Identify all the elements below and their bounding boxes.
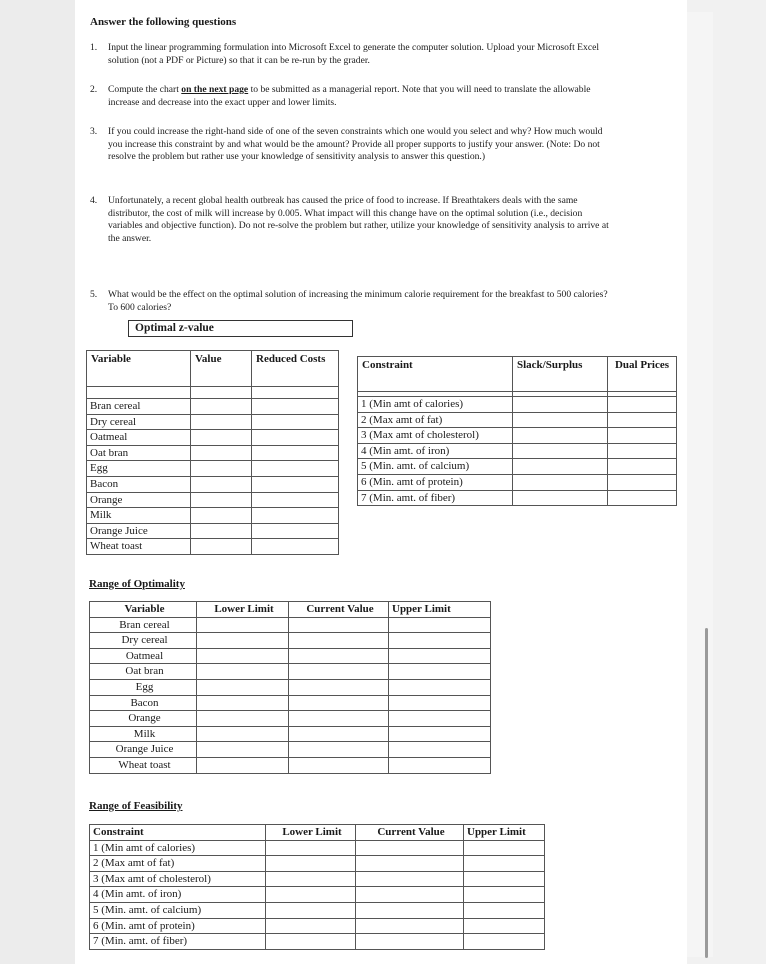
empty-cell	[464, 856, 545, 872]
empty-cell	[191, 399, 252, 415]
empty-cell	[464, 840, 545, 856]
empty-cell	[513, 490, 608, 506]
question-number: 3.	[90, 126, 98, 137]
table-row	[87, 523, 339, 539]
header-upper-limit: Upper Limit	[464, 825, 545, 841]
row-label: Oat bran	[87, 445, 191, 461]
viewer-right-margin	[687, 12, 713, 957]
row-label: Egg	[87, 461, 191, 477]
table-row	[358, 490, 677, 506]
empty-cell	[608, 428, 677, 444]
table-row	[87, 539, 339, 555]
viewer-left-margin	[0, 0, 75, 964]
empty-cell	[252, 523, 339, 539]
header-lower-limit: Lower Limit	[266, 825, 356, 841]
row-label: 7 (Min. amt. of fiber)	[90, 934, 266, 950]
empty-cell	[191, 430, 252, 446]
empty-cell	[266, 934, 356, 950]
empty-cell	[389, 695, 491, 711]
table-row	[87, 476, 339, 492]
question-text: Input the linear programming formulation into Microsoft Excel to generate the computer solution. Upload your Microsoft Excel solution (not a PDF or Picture) so that it can be re-run by the grader.	[108, 42, 600, 66]
empty-cell	[608, 443, 677, 459]
row-label: 3 (Max amt of cholesterol)	[358, 428, 513, 444]
table-row	[87, 430, 339, 446]
table-row	[90, 633, 491, 649]
row-label: Wheat toast	[87, 539, 191, 555]
header-value: Value	[191, 351, 252, 387]
row-label: Orange	[90, 711, 197, 727]
row-label: Milk	[90, 726, 197, 742]
empty-cell	[356, 856, 464, 872]
row-label: 3 (Max amt of cholesterol)	[90, 871, 266, 887]
table-row	[90, 887, 545, 903]
empty-cell	[608, 397, 677, 413]
row-label: 5 (Min. amt. of calcium)	[90, 902, 266, 918]
empty-cell	[289, 757, 389, 773]
empty-cell	[289, 695, 389, 711]
question-number: 5.	[90, 289, 98, 300]
row-label: Oatmeal	[87, 430, 191, 446]
table-row	[87, 445, 339, 461]
empty-cell	[191, 508, 252, 524]
row-label: 5 (Min. amt. of calcium)	[358, 459, 513, 475]
empty-cell	[513, 412, 608, 428]
empty-cell	[389, 757, 491, 773]
header-lower-limit: Lower Limit	[197, 602, 289, 618]
empty-cell	[608, 474, 677, 490]
empty-cell	[389, 742, 491, 758]
empty-cell	[289, 648, 389, 664]
table-row	[90, 742, 491, 758]
header-variable: Variable	[87, 351, 191, 387]
empty-cell	[266, 887, 356, 903]
row-label: 2 (Max amt of fat)	[358, 412, 513, 428]
empty-cell	[389, 648, 491, 664]
empty-cell	[197, 711, 289, 727]
empty-cell	[608, 490, 677, 506]
question-5	[90, 289, 615, 314]
empty-cell	[513, 397, 608, 413]
row-label: Oatmeal	[90, 648, 197, 664]
table-row	[358, 443, 677, 459]
empty-cell	[356, 934, 464, 950]
empty-cell	[252, 476, 339, 492]
empty-cell	[608, 459, 677, 475]
empty-cell	[289, 711, 389, 727]
empty-cell	[197, 633, 289, 649]
empty-cell	[356, 871, 464, 887]
row-label: 1 (Min amt of calories)	[358, 397, 513, 413]
empty-cell	[191, 414, 252, 430]
row-label: Dry cereal	[90, 633, 197, 649]
row-label: 6 (Min. amt of protein)	[358, 474, 513, 490]
empty-cell	[252, 508, 339, 524]
empty-cell	[197, 757, 289, 773]
empty-cell	[513, 459, 608, 475]
question-number: 2.	[90, 84, 98, 95]
table-row	[358, 412, 677, 428]
empty-cell	[191, 492, 252, 508]
empty-cell	[266, 902, 356, 918]
empty-cell	[356, 918, 464, 934]
header-current-value: Current Value	[356, 825, 464, 841]
row-label: 2 (Max amt of fat)	[90, 856, 266, 872]
row-label: 6 (Min. amt of protein)	[90, 918, 266, 934]
empty-cell	[289, 664, 389, 680]
row-label: Orange	[87, 492, 191, 508]
row-label: Orange Juice	[90, 742, 197, 758]
empty-cell	[356, 902, 464, 918]
question-number: 1.	[90, 42, 98, 53]
row-label: Egg	[90, 679, 197, 695]
optimal-z-value-box: Optimal z-value	[128, 320, 353, 337]
empty-cell	[356, 887, 464, 903]
variable-table	[86, 350, 339, 555]
empty-cell	[289, 726, 389, 742]
empty-cell	[289, 633, 389, 649]
empty-cell	[252, 445, 339, 461]
table-row	[90, 711, 491, 727]
table-row	[90, 695, 491, 711]
table-row	[90, 918, 545, 934]
constraint-table	[357, 356, 677, 506]
table-row	[87, 414, 339, 430]
range-of-optimality-table	[89, 601, 491, 774]
empty-cell	[389, 617, 491, 633]
table-row	[358, 459, 677, 475]
row-label: Dry cereal	[87, 414, 191, 430]
table-row	[90, 871, 545, 887]
header-variable: Variable	[90, 602, 197, 618]
empty-cell	[464, 887, 545, 903]
row-label: Oat bran	[90, 664, 197, 680]
question-text: If you could increase the right-hand side of one of the seven constraints which one would you select and why? How much would you increase this constraint by and what would be the amount? Provide all proper supports to justify your answer. (Note: Do not resolve the problem but rather use your knowledge of sensitivity analysis to answer this question.)	[108, 126, 603, 163]
empty-cell	[513, 443, 608, 459]
empty-cell	[252, 492, 339, 508]
next-page-link[interactable]: on the next page	[181, 84, 249, 95]
table-row	[90, 902, 545, 918]
empty-cell	[266, 856, 356, 872]
row-label: 4 (Min amt. of iron)	[90, 887, 266, 903]
range-of-optimality-title: Range of Optimality	[89, 578, 185, 590]
empty-cell	[464, 934, 545, 950]
row-label: 7 (Min. amt. of fiber)	[358, 490, 513, 506]
empty-cell	[252, 399, 339, 415]
header-current-value: Current Value	[289, 602, 389, 618]
empty-cell	[197, 695, 289, 711]
question-text: Unfortunately, a recent global health outbreak has caused the price of food to increase. If Breathtakers deals with the same distributor, the cost of milk will increase by 0.005. What impact will this change have on the optimal solution (i.e., decision variables and objective function). Do not re-solve the problem but rather, utilize your knowledge of sensitivity analysis to arrive at the answer.	[108, 195, 609, 244]
table-row	[90, 664, 491, 680]
question-text: Compute the chart on the next page to be submitted as a managerial report. Note that you will need to translate the allowable increase and decrease into the exact upper and lower limits.	[108, 84, 591, 108]
empty-cell	[191, 445, 252, 461]
empty-cell	[191, 476, 252, 492]
table-row	[90, 679, 491, 695]
empty-cell	[289, 742, 389, 758]
row-label: Bacon	[87, 476, 191, 492]
question-number: 4.	[90, 195, 98, 206]
table-row	[90, 617, 491, 633]
empty-cell	[464, 918, 545, 934]
row-label: 4 (Min amt. of iron)	[358, 443, 513, 459]
header-constraint: Constraint	[90, 825, 266, 841]
empty-cell	[389, 711, 491, 727]
empty-cell	[197, 679, 289, 695]
table-row	[87, 461, 339, 477]
table-row	[90, 757, 491, 773]
question-3	[90, 126, 615, 164]
row-label: Wheat toast	[90, 757, 197, 773]
empty-cell	[266, 918, 356, 934]
range-of-feasibility-title: Range of Feasibility	[89, 800, 183, 812]
empty-cell	[464, 871, 545, 887]
empty-cell	[197, 726, 289, 742]
empty-cell	[513, 428, 608, 444]
range-of-feasibility-table	[89, 824, 545, 950]
page-heading: Answer the following questions	[90, 16, 237, 28]
row-label: Orange Juice	[87, 523, 191, 539]
table-row	[358, 474, 677, 490]
empty-cell	[252, 539, 339, 555]
empty-cell	[266, 840, 356, 856]
empty-cell	[191, 539, 252, 555]
empty-cell	[266, 871, 356, 887]
row-label: Bran cereal	[87, 399, 191, 415]
empty-cell	[513, 474, 608, 490]
table-row	[90, 934, 545, 950]
table-row	[90, 726, 491, 742]
header-upper-limit: Upper Limit	[389, 602, 491, 618]
vertical-scrollbar[interactable]	[705, 628, 708, 958]
row-label: Milk	[87, 508, 191, 524]
empty-cell	[252, 430, 339, 446]
table-row	[90, 840, 545, 856]
table-row	[87, 508, 339, 524]
empty-cell	[197, 664, 289, 680]
empty-cell	[389, 679, 491, 695]
empty-cell	[252, 414, 339, 430]
table-row	[90, 856, 545, 872]
header-constraint: Constraint	[358, 357, 513, 392]
empty-cell	[356, 840, 464, 856]
question-1	[90, 42, 615, 67]
question-2	[90, 84, 615, 109]
empty-cell	[289, 679, 389, 695]
row-label: Bacon	[90, 695, 197, 711]
empty-cell	[197, 648, 289, 664]
row-label: 1 (Min amt of calories)	[90, 840, 266, 856]
empty-cell	[608, 412, 677, 428]
empty-cell	[191, 461, 252, 477]
table-row	[358, 397, 677, 413]
header-slack-surplus: Slack/Surplus	[513, 357, 608, 392]
empty-cell	[464, 902, 545, 918]
table-row	[358, 428, 677, 444]
empty-cell	[389, 633, 491, 649]
question-4	[90, 195, 615, 245]
table-row	[90, 648, 491, 664]
empty-cell	[191, 523, 252, 539]
header-dual-prices: Dual Prices	[608, 357, 677, 392]
empty-cell	[389, 726, 491, 742]
question-text: What would be the effect on the optimal solution of increasing the minimum calorie requirement for the breakfast to 500 calories? To 600 calories?	[108, 289, 608, 313]
table-row	[87, 492, 339, 508]
empty-cell	[197, 742, 289, 758]
table-row	[87, 399, 339, 415]
empty-cell	[197, 617, 289, 633]
empty-cell	[252, 461, 339, 477]
empty-cell	[289, 617, 389, 633]
empty-cell	[389, 664, 491, 680]
row-label: Bran cereal	[90, 617, 197, 633]
header-reduced-costs: Reduced Costs	[252, 351, 339, 387]
